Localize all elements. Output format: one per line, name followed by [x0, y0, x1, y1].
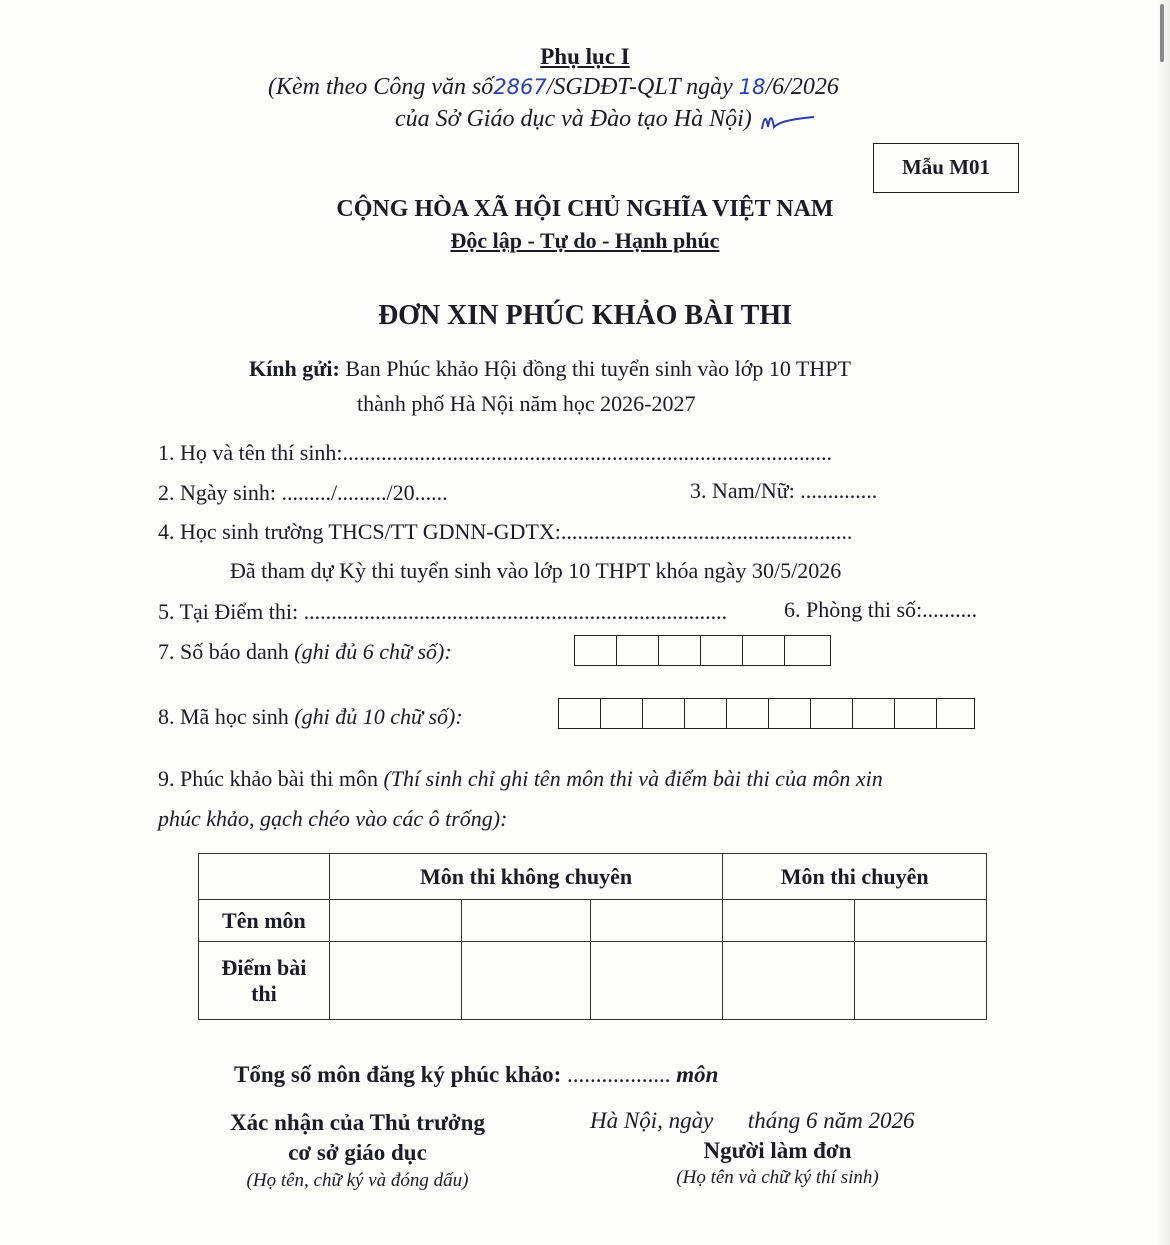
addressee-line-2: thành phố Hà Nội năm học 2026-2027: [357, 391, 696, 416]
applicant-note: (Họ tên và chữ ký thí sinh): [676, 1167, 879, 1188]
principal-title-line-1: Xác nhận của Thủ trưởng: [230, 1110, 485, 1135]
table-cell[interactable]: [329, 900, 461, 942]
handwritten-day: 18: [738, 75, 766, 99]
digit-box[interactable]: [769, 699, 811, 728]
reference-line-2: [395, 106, 818, 133]
table-cell[interactable]: [461, 942, 591, 1020]
scrollbar-thumb[interactable]: [1160, 4, 1164, 62]
reference-suffix: /6/2026: [765, 74, 839, 100]
principal-note: (Họ tên, chữ ký và đóng dấu): [246, 1170, 469, 1191]
initial-signature-icon: [758, 107, 818, 133]
field-student-code-label: [158, 704, 463, 730]
field-subjects-line-1: [158, 766, 883, 792]
subjects-label: 9. Phúc khảo bài thi môn: [158, 766, 378, 791]
table-cell[interactable]: [461, 900, 591, 942]
handwritten-number: 2867: [493, 75, 547, 99]
candidate-number-boxes[interactable]: [574, 635, 831, 666]
subjects-hint-1: (Thí sinh chỉ ghi tên môn thi và điểm bài thi của môn xin: [383, 766, 883, 791]
digit-box[interactable]: [659, 636, 701, 665]
student-code-boxes[interactable]: [558, 698, 975, 729]
date-line: Hà Nội, ngày tháng 6 năm 2026: [590, 1108, 915, 1133]
digit-box[interactable]: [643, 699, 685, 728]
header-specialized: Môn thi chuyên: [723, 854, 987, 900]
form-title: ĐƠN XIN PHÚC KHẢO BÀI THI: [377, 300, 793, 331]
total-label: Tổng số môn đăng ký phúc khảo:: [234, 1062, 562, 1087]
table-row: [199, 900, 987, 942]
table-cell[interactable]: [591, 942, 723, 1020]
principal-title-line-2: cơ sở giáo dục: [288, 1140, 427, 1165]
reference-prefix: (Kèm theo Công văn số: [268, 74, 494, 100]
exam-note: Đã tham dự Kỳ thi tuyển sinh vào lớp 10 THPT khóa ngày 30/5/2026: [230, 558, 842, 583]
digit-box[interactable]: [853, 699, 895, 728]
reference-line-1: [268, 74, 839, 101]
digit-box[interactable]: [727, 699, 769, 728]
digit-box[interactable]: [559, 699, 601, 728]
table-header-row: [199, 854, 987, 900]
row-label-subject-name: Tên môn: [199, 900, 330, 942]
candidate-number-label: 7. Số báo danh: [158, 639, 289, 664]
scrollbar-track[interactable]: [1156, 0, 1170, 1245]
digit-box[interactable]: [685, 699, 727, 728]
applicant-title: Người làm đơn: [703, 1138, 852, 1163]
total-subjects-line[interactable]: [234, 1062, 718, 1088]
table-corner-cell: [199, 854, 330, 900]
digit-box[interactable]: [575, 636, 617, 665]
student-code-hint: (ghi đủ 10 chữ số):: [294, 704, 463, 729]
digit-box[interactable]: [937, 699, 974, 728]
table-cell[interactable]: [855, 900, 987, 942]
form-code-box: Mẫu M01: [873, 143, 1019, 193]
score-label-line-1: Điểm bài: [221, 954, 307, 980]
header-non-specialized: Môn thi không chuyên: [329, 854, 722, 900]
table-cell[interactable]: [855, 942, 987, 1020]
motto: Độc lập - Tự do - Hạnh phúc: [450, 228, 720, 253]
table-cell[interactable]: [591, 900, 723, 942]
field-gender[interactable]: 3. Nam/Nữ: ..............: [690, 478, 878, 503]
field-full-name[interactable]: 1. Họ và tên thí sinh:.........................................................................................: [158, 440, 833, 465]
field-school[interactable]: 4. Học sinh trường THCS/TT GDNN-GDTX:.....................................................: [158, 519, 853, 544]
total-dots[interactable]: ..................: [566, 1062, 671, 1087]
digit-box[interactable]: [601, 699, 643, 728]
field-exam-site[interactable]: 5. Tại Điểm thi: .............................................................................: [158, 599, 728, 624]
student-code-label: 8. Mã học sinh: [158, 704, 289, 729]
addressee-label: Kính gửi:: [249, 356, 340, 381]
subjects-hint-2: phúc khảo, gạch chéo vào các ô trống):: [158, 806, 508, 831]
nation-title: CỘNG HÒA XÃ HỘI CHỦ NGHĨA VIỆT NAM: [336, 196, 834, 222]
digit-box[interactable]: [617, 636, 659, 665]
table-cell[interactable]: [329, 942, 461, 1020]
addressee-text-1: Ban Phúc khảo Hội đồng thi tuyển sinh vào lớp 10 THPT: [345, 356, 851, 381]
table-cell[interactable]: [723, 942, 855, 1020]
digit-box[interactable]: [811, 699, 853, 728]
field-date-of-birth[interactable]: 2. Ngày sinh: ........./........./20......: [158, 480, 448, 505]
digit-box[interactable]: [895, 699, 937, 728]
row-label-score: [199, 942, 330, 1020]
digit-box[interactable]: [743, 636, 785, 665]
table-row: [199, 942, 987, 1020]
digit-box[interactable]: [701, 636, 743, 665]
candidate-number-hint: (ghi đủ 6 chữ số):: [294, 639, 452, 664]
appendix-title: Phụ lục I: [540, 44, 630, 69]
reference-issuer: của Sở Giáo dục và Đào tạo Hà Nội): [395, 106, 752, 132]
table-cell[interactable]: [723, 900, 855, 942]
reference-mid: /SGDĐT-QLT ngày: [546, 74, 733, 100]
digit-box[interactable]: [785, 636, 830, 665]
field-candidate-number-label: [158, 639, 452, 665]
score-label-line-2: thi: [251, 980, 277, 1006]
subjects-table: [198, 853, 987, 1020]
addressee-line-1: [249, 356, 851, 382]
total-unit: môn: [676, 1062, 719, 1087]
field-exam-room[interactable]: 6. Phòng thi số:..........: [784, 597, 978, 622]
